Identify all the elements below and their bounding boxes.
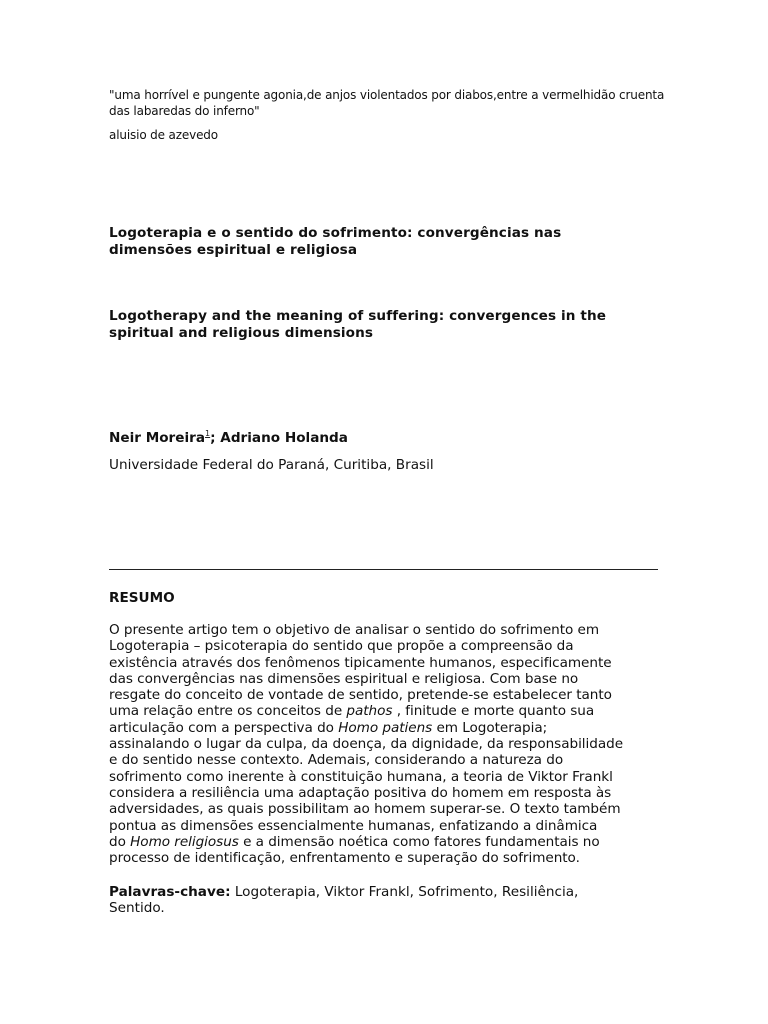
abstract-text: do xyxy=(109,833,131,850)
abstract-line: considera a resiliência uma adaptação positiva do homem em resposta às xyxy=(109,784,612,801)
author-list xyxy=(109,425,348,447)
abstract-text: uma relação entre os conceitos de xyxy=(109,703,347,720)
keywords-line: Sentido. xyxy=(109,900,165,917)
abstract-line: Logoterapia – psicoterapia do sentido que propõe a compreensão da xyxy=(109,638,574,655)
abstract-body xyxy=(109,622,661,866)
abstract-line: adversidades, as quais possibilitam ao homem superar-se. O texto também xyxy=(109,801,621,818)
author-name: Neir Moreira xyxy=(109,430,206,446)
abstract-text: e a dimensão noética como fatores fundamentais no xyxy=(238,833,600,850)
epigraph-line: "uma horrível e pungente agonia,de anjos violentados por diabos,entre a vermelhidão cruenta xyxy=(109,88,665,102)
abstract-line: resgate do conceito de vontade de sentido, pretende-se estabelecer tanto xyxy=(109,687,612,704)
abstract-italic-term: pathos xyxy=(346,703,393,720)
abstract-line xyxy=(109,834,661,850)
abstract-text: , finitude e morte quanto sua xyxy=(392,703,595,720)
abstract-text: em Logoterapia; xyxy=(432,719,548,736)
footnote-link[interactable]: 1 xyxy=(205,429,211,438)
epigraph-quote xyxy=(109,87,665,119)
author-affiliation: Universidade Federal do Paraná, Curitiba, Brasil xyxy=(109,457,434,473)
abstract-line: das convergências nas dimensões espiritual e religiosa. Com base no xyxy=(109,670,579,687)
abstract-line xyxy=(109,703,661,719)
keywords-line xyxy=(109,884,661,900)
title-line: dimensões espiritual e religiosa xyxy=(109,242,358,258)
abstract-line: e do sentido nesse contexto. Ademais, considerando a natureza do xyxy=(109,752,564,769)
abstract-heading: RESUMO xyxy=(109,590,175,606)
title-line: spiritual and religious dimensions xyxy=(109,325,374,341)
abstract-line: O presente artigo tem o objetivo de analisar o sentido do sofrimento em xyxy=(109,622,600,638)
keywords xyxy=(109,884,661,917)
abstract-line xyxy=(109,720,661,736)
abstract-line: sofrimento como inerente à constituição humana, a teoria de Viktor Frankl xyxy=(109,768,613,785)
title-line: Logotherapy and the meaning of suffering: convergences in the xyxy=(109,308,607,324)
horizontal-divider xyxy=(109,569,658,570)
title-english xyxy=(109,308,661,342)
epigraph-line: das labaredas do inferno" xyxy=(109,104,260,118)
abstract-line: pontua as dimensões essencialmente humanas, enfatizando a dinâmica xyxy=(109,817,598,834)
abstract-line: existência através dos fenômenos tipicamente humanos, especificamente xyxy=(109,654,612,671)
abstract-italic-term: Homo patiens xyxy=(338,719,433,736)
title-line: Logoterapia e o sentido do sofrimento: convergências nas xyxy=(109,225,562,241)
abstract-line: assinalando o lugar da culpa, da doença, da dignidade, da responsabilidade xyxy=(109,736,624,753)
abstract-text: articulação com a perspectiva do xyxy=(109,719,339,736)
abstract-line: processo de identificação, enfrentamento e superação do sofrimento. xyxy=(109,850,580,867)
keywords-label: Palavras-chave: xyxy=(109,884,231,900)
epigraph-author: aluisio de azevedo xyxy=(109,128,218,142)
author-name: ; Adriano Holanda xyxy=(210,430,348,446)
title-portuguese xyxy=(109,225,661,259)
keywords-text: Logoterapia, Viktor Frankl, Sofrimento, Resiliência, xyxy=(230,884,579,900)
abstract-italic-term: Homo religiosus xyxy=(130,833,239,850)
